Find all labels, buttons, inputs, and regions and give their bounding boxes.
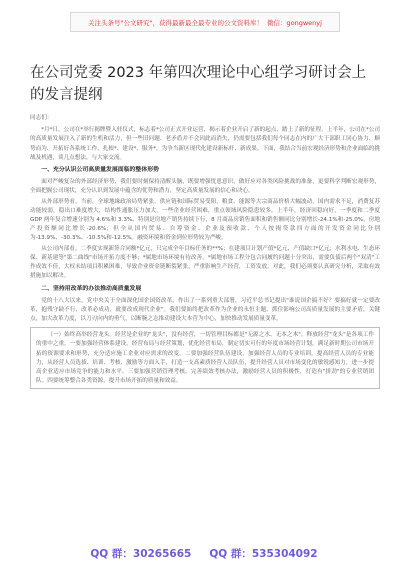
banner-text: 关注头条号"公文研究"，获得最新最全最专业的公文资料库！ bbox=[88, 18, 264, 27]
section-heading-2: 二、坚持用改革的办法推动高质量发展 bbox=[41, 285, 142, 292]
section1-paragraph-2: 从外部形势看，当前，全球地缘政治局势紧张，供应链和国际贸易受阻，粮食、能源等大宗商品价格大幅波动，国内需求不足，消费复苏动能较弱，稳出口难度增大，结构性通胀压力加大，一些企业经营困难，重点领域风险隐患较多。上半年，经济回稳向好，一季度和二季度 GDP 两年复合增速分别为 4.6%和 3.3%，特别是房地产销售持续下行，8 月商品房销售面积和销售额同比分别增长-24.1%和-25.0%，房地产投资额同比增长-20.6%；但全从国内贸易、自筹资金、企业及预收款、个人按揭贷款四方面的开发资金同比分别为-13.9%、-30.3%、-10.5%和-12.5%。融资环境和资金到位形势较为严峻。 bbox=[30, 198, 380, 242]
footer-qq-group-1: QQ 群：30265665 bbox=[90, 548, 192, 560]
document-title bbox=[30, 62, 380, 106]
title-line-2: 的发言提纲 bbox=[30, 87, 103, 103]
boxed-paragraph: （一）始终高举经营龙头。经营是企业的"龙头"，没有经营，一切管理目标都是"无源之水、无本之木"。释放经营"龙头"是各项工作的重中之重。一要加强经营体系建设，经营布局与经营策划，优化经营布局，制定切实可行的年度市场经营计划，满足新时期公司市场开拓的资源要求和形势，充分适应施工企业对应需求的改变。二要加强经营队伍建设，加强经营人员的专业培训，提高经营人员的专业能力，从经营人员选拔、培训、考核、激励等方面入手，打造一支高素质经营人员队伍，提升经营人员对市场变化的敏锐感知力，进一步提高企业适应市场竞争的能力和水平。三要加强营销管理考核，完善绩效考核办法，激励经营人员的积极性，打造有"拼劲"的专业营销团队。四要统筹整合各类资源，提升市场开拓的质量和效益。 bbox=[36, 332, 374, 385]
section1-paragraph-3: 从公司内部看。二季度实现新签合同额*亿元，只完成全年目标任务的**%；在建项目计划产值*亿元，产值缺口*亿元；水利水电、生态环保、新基建等"第二曲线"市场开拓力度不够；*属地市场环境有待改善，*属地市场工程分包合同履约问题十分突出，需要负债后两个"双清"工作成效不佳，大权未结项目积累困难，导致企业资金链断裂紧张，严重影响生产经营，工资发放。对此，我们必须要认真研究分析，采取有效措施加以解决。 bbox=[30, 245, 380, 280]
highlighted-box bbox=[30, 327, 380, 389]
footer bbox=[0, 546, 408, 566]
footer-qq-group-2: QQ 群：535304092 bbox=[209, 548, 318, 560]
document-body bbox=[30, 114, 380, 389]
promo-banner[interactable] bbox=[70, 12, 340, 32]
section1-paragraph-1: 面对严峻复杂的外部经济形势，我们要时刻保持清醒头脑，既要增强忧患意识，做好应对各类风险挑战的准备，更要科学判断宏观形势，全面把握公司现状，充分认识到发展中蕴含的优势和潜力，坚定高质量发展的信心和决心。 bbox=[30, 179, 380, 195]
intro-paragraph: *月*日，公司在*举行揭牌暨入驻仪式，标志着*公司正式开业运营，揭示着企业开启了新的起点、踏上了新的征程。上半年，公司在*公司的高质量发展注入了新的生机和活力，但一些旧问题、老矛盾并不会因此而消失，仍需要包括我们每个同志在内的广大干部职工同心协力、顺势而为、开拓好各系统工作，扎根*、建设*、服务*，为争当新区现代化建设新标杆、新成果。下面，我结合当前宏观经济形势和企业面临的挑战及机遇，谈几点想法，与大家交流。 bbox=[30, 127, 380, 161]
banner-wechat: 微信：gongwenyj bbox=[267, 18, 322, 27]
section-heading-1: 一、充分认识公司高质量发展面临的整体形势 bbox=[41, 167, 159, 174]
title-line-1: 在公司党委 2023 年第四次理论中心组学习研讨会上 bbox=[30, 65, 367, 81]
section2-paragraph-1: 党的十八大以来，党中央关于全面深化国企国资改革，作出了一系列重大部署，习近平总书记提出"谁说国企搞不好？要搞好就一定要改革，抱残守缺不行，改革必成功，就要改成现代企业"。我们要始终把改革作为企业的永恒主题，抓住影响公司高质量发展的主要矛盾，关键点，加大改革力度，以刀刃向内的勇气，以断腕之志推动建设大本营为中心，加快推动发展质量变革。 bbox=[30, 297, 380, 323]
salutation: 同志们： bbox=[30, 115, 53, 121]
